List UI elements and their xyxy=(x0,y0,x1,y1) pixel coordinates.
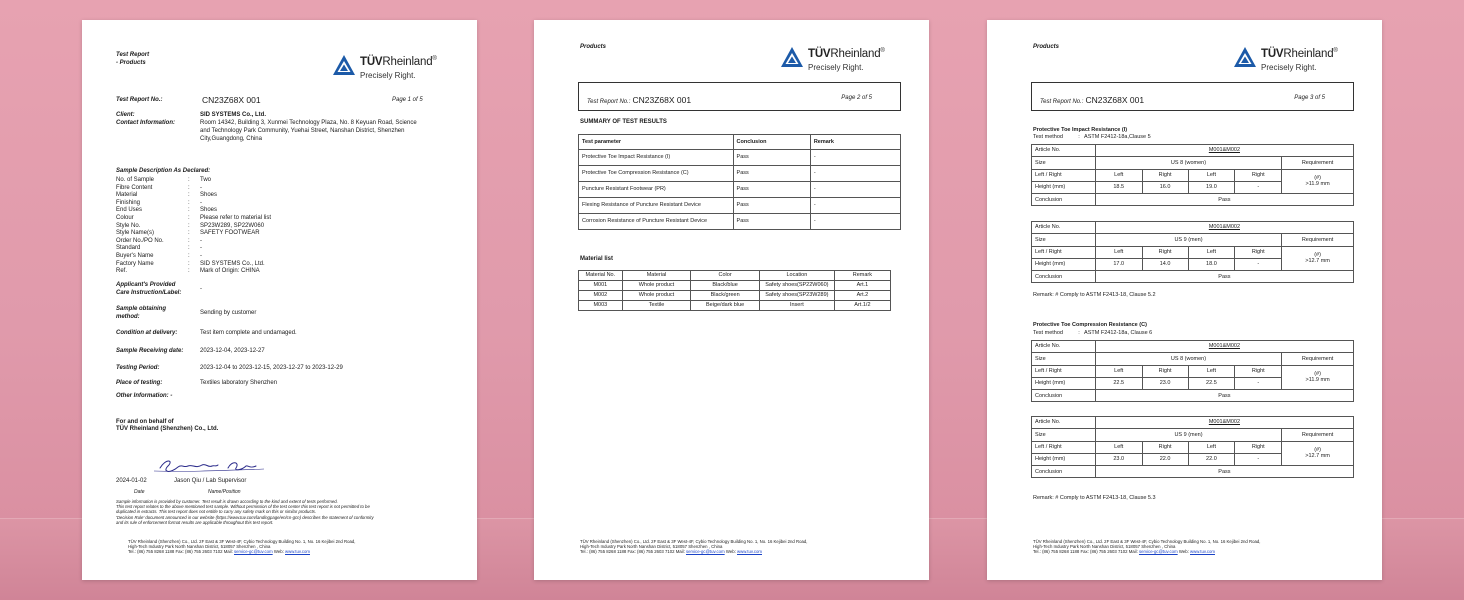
conclusion-value: Pass xyxy=(1095,194,1353,206)
article-label: Article No. xyxy=(1032,417,1096,429)
table-row xyxy=(1032,194,1354,206)
page-footer: TÜV Rheinland (Shenzhen) Co., Ltd. 2F East & 3F West-4F, Cybio Technology Building No. 1, No. 16 Kejibei 2nd Road, High-Tech Industry Park North Nanshan District, 518057 Shenzhen , China Tel.: (86) 755 8268 1188 Fax: (86) 755 2603 7102 Mail: service-gc@tuv.com Web: www.tuv.com xyxy=(580,539,808,555)
height-value: - xyxy=(1235,453,1282,465)
testing-period-value: 2023-12-04 to 2023-12-15, 2023-12-27 to 2023-12-29 xyxy=(200,365,343,371)
left-header: Left xyxy=(1095,441,1142,453)
requirement-header: Requirement xyxy=(1282,234,1354,246)
material-cell: Textile xyxy=(622,301,691,311)
impact-table-women xyxy=(1031,144,1354,206)
report-number-box xyxy=(1031,82,1354,111)
sample-field-key: Finishing xyxy=(116,199,141,206)
table-row xyxy=(1032,169,1354,181)
colon: : xyxy=(188,192,190,199)
summary-column-header: Remark xyxy=(810,135,900,150)
height-value: 14.0 xyxy=(1142,258,1188,270)
obtaining-label-line-2: method: xyxy=(116,314,140,320)
height-value: - xyxy=(1235,181,1282,193)
sample-field-row xyxy=(116,253,202,261)
summary-cell: Pass xyxy=(733,198,810,214)
height-value: 16.0 xyxy=(1142,181,1188,193)
left-header: Left xyxy=(1188,169,1235,181)
impact-section-title: Protective Toe Impact Resistance (I) xyxy=(1033,127,1128,133)
right-header: Right xyxy=(1142,246,1188,258)
care-label-line-1: Applicant's Provided xyxy=(116,282,176,288)
sample-field-row xyxy=(116,200,202,208)
right-header: Right xyxy=(1142,365,1188,377)
table-row xyxy=(1032,441,1354,453)
condition-value: Test item complete and undamaged. xyxy=(200,330,297,336)
article-label: Article No. xyxy=(1032,222,1096,234)
email-link[interactable]: service-gc@tuv.com xyxy=(685,549,725,555)
sample-field-key: End Uses xyxy=(116,207,143,214)
summary-cell: Flexing Resistance of Puncture Resistant Device xyxy=(579,198,734,214)
report-header: Products xyxy=(1033,44,1060,50)
requirement-value: >11.9 mm xyxy=(1305,181,1330,188)
summary-cell: Pass xyxy=(733,150,810,166)
impact-test-method: Test method : ASTM F2412-18a,Clause 5 xyxy=(1033,134,1151,140)
left-header: Left xyxy=(1188,441,1235,453)
article-value: M001&M002 xyxy=(1095,145,1353,157)
summary-cell: Corrosion Resistance of Puncture Resistant Device xyxy=(579,214,734,230)
table-row xyxy=(579,214,901,230)
material-cell: Beige/dark blue xyxy=(691,301,760,311)
sample-field-value: - xyxy=(200,199,202,206)
brand-name: TÜVRheinland® xyxy=(1261,48,1338,60)
summary-cell: - xyxy=(810,214,900,230)
disclaimer-line: This test report relates to the above mentioned test sample. Without permission of the test center this test report is not permitted to be xyxy=(116,504,370,510)
material-cell: Art.2 xyxy=(834,291,890,301)
sample-field-value: SP23W289, SP22W060 xyxy=(200,222,265,229)
left-header: Left xyxy=(1095,169,1142,181)
table-row xyxy=(1032,222,1354,234)
place-label: Place of testing: xyxy=(116,380,163,386)
colon: : xyxy=(188,268,190,275)
height-value: 18.0 xyxy=(1188,258,1235,270)
sample-field-key: Buyer's Name xyxy=(116,253,154,259)
report-header: Products xyxy=(580,44,607,50)
colon: : xyxy=(188,245,190,252)
email-link[interactable]: service-gc@tuv.com xyxy=(233,549,273,555)
height-value: 23.0 xyxy=(1095,453,1142,465)
size-label: Size xyxy=(1032,234,1096,246)
summary-cell: Pass xyxy=(733,214,810,230)
table-row xyxy=(579,182,901,198)
table-row xyxy=(1032,390,1354,402)
conclusion-label: Conclusion xyxy=(1032,194,1096,206)
material-cell: Whole product xyxy=(622,281,691,291)
sample-field-row xyxy=(116,268,260,276)
article-value: M001&M002 xyxy=(1095,341,1353,353)
colon: : xyxy=(188,230,190,237)
colon: : xyxy=(188,222,190,229)
material-column-header: Material xyxy=(622,271,691,281)
summary-column-header: Conclusion xyxy=(733,135,810,150)
sample-field-value: Shoes xyxy=(200,192,218,199)
compression-remark: Remark: # Comply to ASTM F2413-18, Clause 5.3 xyxy=(1033,495,1156,501)
material-cell: M003 xyxy=(579,301,623,311)
material-cell: Safety shoes(SP22W060) xyxy=(759,281,834,291)
report-no-value: CN23Z68X 001 xyxy=(632,95,692,105)
sample-field-key: Factory Name xyxy=(116,260,154,267)
conclusion-label: Conclusion xyxy=(1032,466,1096,478)
brand-name: TÜVRheinland® xyxy=(360,56,437,68)
report-no-value: CN23Z68X 001 xyxy=(202,95,261,105)
report-no-label: Test Report No.: xyxy=(1040,99,1084,105)
tuv-logo xyxy=(332,50,452,88)
sample-field-value: Two xyxy=(200,177,212,183)
left-header: Left xyxy=(1095,365,1142,377)
table-row xyxy=(1032,234,1354,246)
triangle-logo-icon xyxy=(780,46,804,68)
summary-cell: - xyxy=(810,182,900,198)
page-number: Page 3 of 5 xyxy=(1294,95,1325,101)
sample-field-value: - xyxy=(200,245,202,252)
report-number-box xyxy=(578,82,901,111)
summary-cell: Pass xyxy=(733,182,810,198)
sample-field-key: Standard xyxy=(116,245,141,252)
other-information: Other Information: - xyxy=(116,393,173,399)
behalf-line-1: For and on behalf of xyxy=(116,419,174,425)
web-link[interactable]: www.tuv.com xyxy=(737,549,762,555)
report-no-label: Test Report No.: xyxy=(116,97,163,103)
size-value: US 9 (men) xyxy=(1095,234,1281,246)
material-cell: Art.1/2 xyxy=(834,301,890,311)
name-position-caption: Name/Position xyxy=(208,489,241,495)
size-label: Size xyxy=(1032,157,1096,169)
height-label: Height (mm) xyxy=(1032,181,1096,193)
page-number: Page 1 of 5 xyxy=(392,97,423,103)
contact-label: Contact Information: xyxy=(116,120,175,126)
colon: : xyxy=(188,177,190,183)
brand-tagline: Precisely Right. xyxy=(808,63,864,72)
client-label: Client: xyxy=(116,112,135,118)
height-value: 22.0 xyxy=(1188,453,1235,465)
height-label: Height (mm) xyxy=(1032,453,1096,465)
email-link[interactable]: service-gc@tuv.com xyxy=(1138,549,1178,555)
obtaining-label-line-1: Sample obtaining xyxy=(116,306,167,312)
article-value: M001&M002 xyxy=(1095,417,1353,429)
material-cell: M002 xyxy=(579,291,623,301)
place-value: Textiles laboratory Shenzhen xyxy=(200,380,278,386)
report-header-title: Test Report xyxy=(116,52,150,58)
sample-field-key: Style Name(s) xyxy=(116,230,155,237)
size-value: US 8 (women) xyxy=(1095,157,1281,169)
report-no-label: Test Report No.: xyxy=(587,99,631,105)
sample-field-key: Order No./PO No. xyxy=(116,237,164,244)
material-cell: Safety shoes(SP23W289) xyxy=(759,291,834,301)
sample-field-key: Style No. xyxy=(116,222,141,229)
table-row xyxy=(1032,246,1354,258)
colon: : xyxy=(188,215,190,221)
client-value: SID SYSTEMS Co., Ltd. xyxy=(200,112,267,118)
disclaimer-line: duplicated in extracts. This test report does not entitle to carry any safety mark on this or similar products. xyxy=(116,509,317,515)
height-value: - xyxy=(1235,258,1282,270)
receiving-date-label: Sample Receiving date: xyxy=(116,348,184,354)
material-column-header: Color xyxy=(691,271,760,281)
sample-field-key: Colour xyxy=(116,215,134,221)
sample-field-key: No. of Sample xyxy=(116,177,155,183)
compression-section-title: Protective Toe Compression Resistance (C) xyxy=(1033,322,1147,328)
colon: : xyxy=(188,237,190,244)
web-link[interactable]: www.tuv.com xyxy=(1190,549,1215,555)
disclaimer-line: and its rule of enforcement format results are applicable throughout this test report. xyxy=(116,519,274,525)
summary-cell: - xyxy=(810,166,900,182)
colon: : xyxy=(188,253,190,259)
disclaimer-line: Sample information is provided by customer. Test result is drawn according to the kind and extent of tests performed. xyxy=(116,499,338,504)
table-row xyxy=(579,291,891,301)
height-value: 18.5 xyxy=(1095,181,1142,193)
brand-tagline: Precisely Right. xyxy=(360,71,416,80)
report-header-subtitle: - Products xyxy=(116,60,146,66)
tuv-logo xyxy=(780,42,900,80)
triangle-logo-icon xyxy=(1233,46,1257,68)
colon: : xyxy=(188,260,190,267)
table-row xyxy=(1032,353,1354,365)
requirement-cell xyxy=(1282,441,1354,466)
sample-field-row xyxy=(116,230,260,238)
requirement-header: Requirement xyxy=(1282,353,1354,365)
left-right-label: Left / Right xyxy=(1032,365,1096,377)
table-row xyxy=(1032,341,1354,353)
left-right-label: Left / Right xyxy=(1032,169,1096,181)
requirement-mark: (#) xyxy=(1314,251,1321,258)
left-right-label: Left / Right xyxy=(1032,441,1096,453)
size-value: US 8 (women) xyxy=(1095,353,1281,365)
conclusion-label: Conclusion xyxy=(1032,390,1096,402)
table-row xyxy=(1032,365,1354,377)
table-row xyxy=(1032,417,1354,429)
sign-date: 2024-01-02 xyxy=(116,478,147,484)
requirement-cell xyxy=(1282,365,1354,390)
height-value: 19.0 xyxy=(1188,181,1235,193)
impact-table-men xyxy=(1031,221,1354,283)
material-cell: M001 xyxy=(579,281,623,291)
summary-table xyxy=(578,134,901,230)
material-column-header: Remark xyxy=(834,271,890,281)
summary-cell: Pass xyxy=(733,166,810,182)
requirement-value: >12.7 mm xyxy=(1305,258,1330,265)
sample-field-key: Material xyxy=(116,192,138,199)
right-header: Right xyxy=(1235,169,1282,181)
material-cell: Black/blue xyxy=(691,281,760,291)
right-header: Right xyxy=(1235,246,1282,258)
summary-column-header: Test parameter xyxy=(579,135,734,150)
left-header: Left xyxy=(1188,246,1235,258)
sample-field-value: - xyxy=(200,237,202,244)
colon: : xyxy=(188,207,190,214)
summary-cell: Puncture Resistant Footwear (PR) xyxy=(579,182,734,198)
conclusion-label: Conclusion xyxy=(1032,271,1096,283)
brand-name: TÜVRheinland® xyxy=(808,48,885,60)
table-row xyxy=(579,198,901,214)
sample-field-value: SID SYSTEMS Co., Ltd. xyxy=(200,260,265,267)
tuv-logo xyxy=(1233,42,1353,80)
article-value: M001&M002 xyxy=(1095,222,1353,234)
summary-cell: Protective Toe Impact Resistance (I) xyxy=(579,150,734,166)
sample-field-row xyxy=(116,207,217,215)
right-header: Right xyxy=(1142,441,1188,453)
contact-line-2: and Technology Park Community, Yuehai Street, Nanshan District, Shenzhen xyxy=(200,128,405,134)
compression-table-women xyxy=(1031,340,1354,402)
height-label: Height (mm) xyxy=(1032,258,1096,270)
summary-cell: - xyxy=(810,198,900,214)
table-row xyxy=(1032,271,1354,283)
disclaimer-text xyxy=(116,499,456,525)
height-value: - xyxy=(1235,377,1282,389)
brand-tagline: Precisely Right. xyxy=(1261,63,1317,72)
right-header: Right xyxy=(1235,441,1282,453)
conclusion-value: Pass xyxy=(1095,466,1353,478)
requirement-mark: (#) xyxy=(1314,370,1321,377)
sample-field-value: Mark of Origin: CHINA xyxy=(200,268,260,275)
sample-field-value: SAFETY FOOTWEAR xyxy=(200,230,260,237)
left-right-label: Left / Right xyxy=(1032,246,1096,258)
report-no-value: CN23Z68X 001 xyxy=(1085,95,1145,105)
testing-period-label: Testing Period: xyxy=(116,365,160,371)
sample-description-title: Sample Description As Declared: xyxy=(116,168,211,174)
requirement-value: >12.7 mm xyxy=(1305,453,1330,460)
conclusion-value: Pass xyxy=(1095,390,1353,402)
impact-remark: Remark: # Comply to ASTM F2413-18, Clause 5.2 xyxy=(1033,292,1156,298)
table-row xyxy=(1032,466,1354,478)
sample-field-value: - xyxy=(200,184,202,191)
right-header: Right xyxy=(1142,169,1188,181)
size-label: Size xyxy=(1032,429,1096,441)
date-caption: Date xyxy=(134,489,145,495)
sample-field-value: - xyxy=(200,253,202,259)
table-row xyxy=(579,166,901,182)
sample-field-value: Please refer to material list xyxy=(200,215,272,221)
requirement-cell xyxy=(1282,246,1354,271)
material-column-header: Location xyxy=(759,271,834,281)
report-page-3 xyxy=(987,20,1382,580)
page-footer: TÜV Rheinland (Shenzhen) Co., Ltd. 2F East & 3F West-4F, Cybio Technology Building No. 1, No. 16 Kejibei 2nd Road, High-Tech Industry Park North Nanshan District, 518057 Shenzhen , China Tel.: (86) 755 8268 1188 Fax: (86) 755 2603 7102 Mail: service-gc@tuv.com Web: www.tuv.com xyxy=(1033,539,1261,555)
handwritten-signature xyxy=(152,456,272,478)
table-row xyxy=(1032,157,1354,169)
sample-field-row xyxy=(116,192,217,200)
web-link[interactable]: www.tuv.com xyxy=(285,549,310,555)
colon: : xyxy=(188,184,190,191)
table-row xyxy=(1032,429,1354,441)
requirement-value: >11.9 mm xyxy=(1305,377,1330,384)
summary-title: SUMMARY OF TEST RESULTS xyxy=(580,119,667,125)
report-page-1 xyxy=(82,20,477,580)
receiving-date-value: 2023-12-04, 2023-12-27 xyxy=(200,348,265,354)
material-column-header: Material No. xyxy=(579,271,623,281)
contact-line-3: City,Guangdong, China xyxy=(200,136,262,142)
material-cell: Black/green xyxy=(691,291,760,301)
height-value: 22.5 xyxy=(1095,377,1142,389)
summary-cell: Protective Toe Compression Resistance (C) xyxy=(579,166,734,182)
article-label: Article No. xyxy=(1032,145,1096,157)
obtaining-value: Sending by customer xyxy=(200,310,257,316)
requirement-mark: (#) xyxy=(1314,174,1321,181)
material-cell: Whole product xyxy=(622,291,691,301)
colon: : xyxy=(188,199,190,206)
sample-field-row xyxy=(116,215,271,223)
size-value: US 9 (men) xyxy=(1095,429,1281,441)
table-row xyxy=(579,301,891,311)
triangle-logo-icon xyxy=(332,54,356,76)
height-value: 22.0 xyxy=(1142,453,1188,465)
disclaimer-line: 'Decision Rule' document announced in our website (https://www.tuv.com/landingpage/en/cn-gcn) describes the statement of conformity xyxy=(116,514,374,520)
material-cell: Art.1 xyxy=(834,281,890,291)
left-header: Left xyxy=(1188,365,1235,377)
sample-field-key: Fibre Content xyxy=(116,184,153,191)
material-table xyxy=(578,270,891,311)
conclusion-value: Pass xyxy=(1095,271,1353,283)
right-header: Right xyxy=(1235,365,1282,377)
page-number: Page 2 of 5 xyxy=(841,95,872,101)
material-cell: Insert xyxy=(759,301,834,311)
table-row xyxy=(1032,145,1354,157)
contact-line-1: Room 14342, Building 3, Xunmei Technology Plaza, No. 8 Keyuan Road, Science xyxy=(200,120,417,126)
report-page-2 xyxy=(534,20,929,580)
material-list-title: Material list xyxy=(580,256,614,262)
sample-field-row xyxy=(116,177,211,185)
condition-label: Condition at delivery: xyxy=(116,330,178,336)
table-row xyxy=(579,281,891,291)
sample-field-row xyxy=(116,245,202,253)
height-value: 22.5 xyxy=(1188,377,1235,389)
size-label: Size xyxy=(1032,353,1096,365)
requirement-header: Requirement xyxy=(1282,157,1354,169)
requirement-mark: (#) xyxy=(1314,446,1321,453)
sample-field-row xyxy=(116,223,264,231)
table-row xyxy=(579,150,901,166)
sample-field-row xyxy=(116,261,265,269)
care-value: - xyxy=(200,286,202,292)
sign-name: Jason Qiu / Lab Supervisor xyxy=(174,478,247,484)
requirement-cell xyxy=(1282,169,1354,194)
height-label: Height (mm) xyxy=(1032,377,1096,389)
compression-test-method: Test method : ASTM F2412-18a, Clause 6 xyxy=(1033,330,1153,336)
sample-field-key: Ref. xyxy=(116,268,128,275)
height-value: 23.0 xyxy=(1142,377,1188,389)
care-label-line-2: Care Instruction/Label: xyxy=(116,290,182,296)
sample-field-value: Shoes xyxy=(200,207,218,214)
article-label: Article No. xyxy=(1032,341,1096,353)
sample-field-row xyxy=(116,238,202,246)
compression-table-men xyxy=(1031,416,1354,478)
summary-cell: - xyxy=(810,150,900,166)
page-footer: TÜV Rheinland (Shenzhen) Co., Ltd. 2F East & 3F West-4F, Cybio Technology Building No. 1, No. 16 Kejibei 2nd Road, High-Tech Industry Park North Nanshan District, 518057 Shenzhen , China Tel.: (86) 755 8268 1188 Fax: (86) 755 2603 7102 Mail: service-gc@tuv.com Web: www.tuv.com xyxy=(128,539,356,555)
left-header: Left xyxy=(1095,246,1142,258)
requirement-header: Requirement xyxy=(1282,429,1354,441)
height-value: 17.0 xyxy=(1095,258,1142,270)
sample-field-row xyxy=(116,185,202,193)
behalf-line-2: TÜV Rheinland (Shenzhen) Co., Ltd. xyxy=(116,426,219,432)
